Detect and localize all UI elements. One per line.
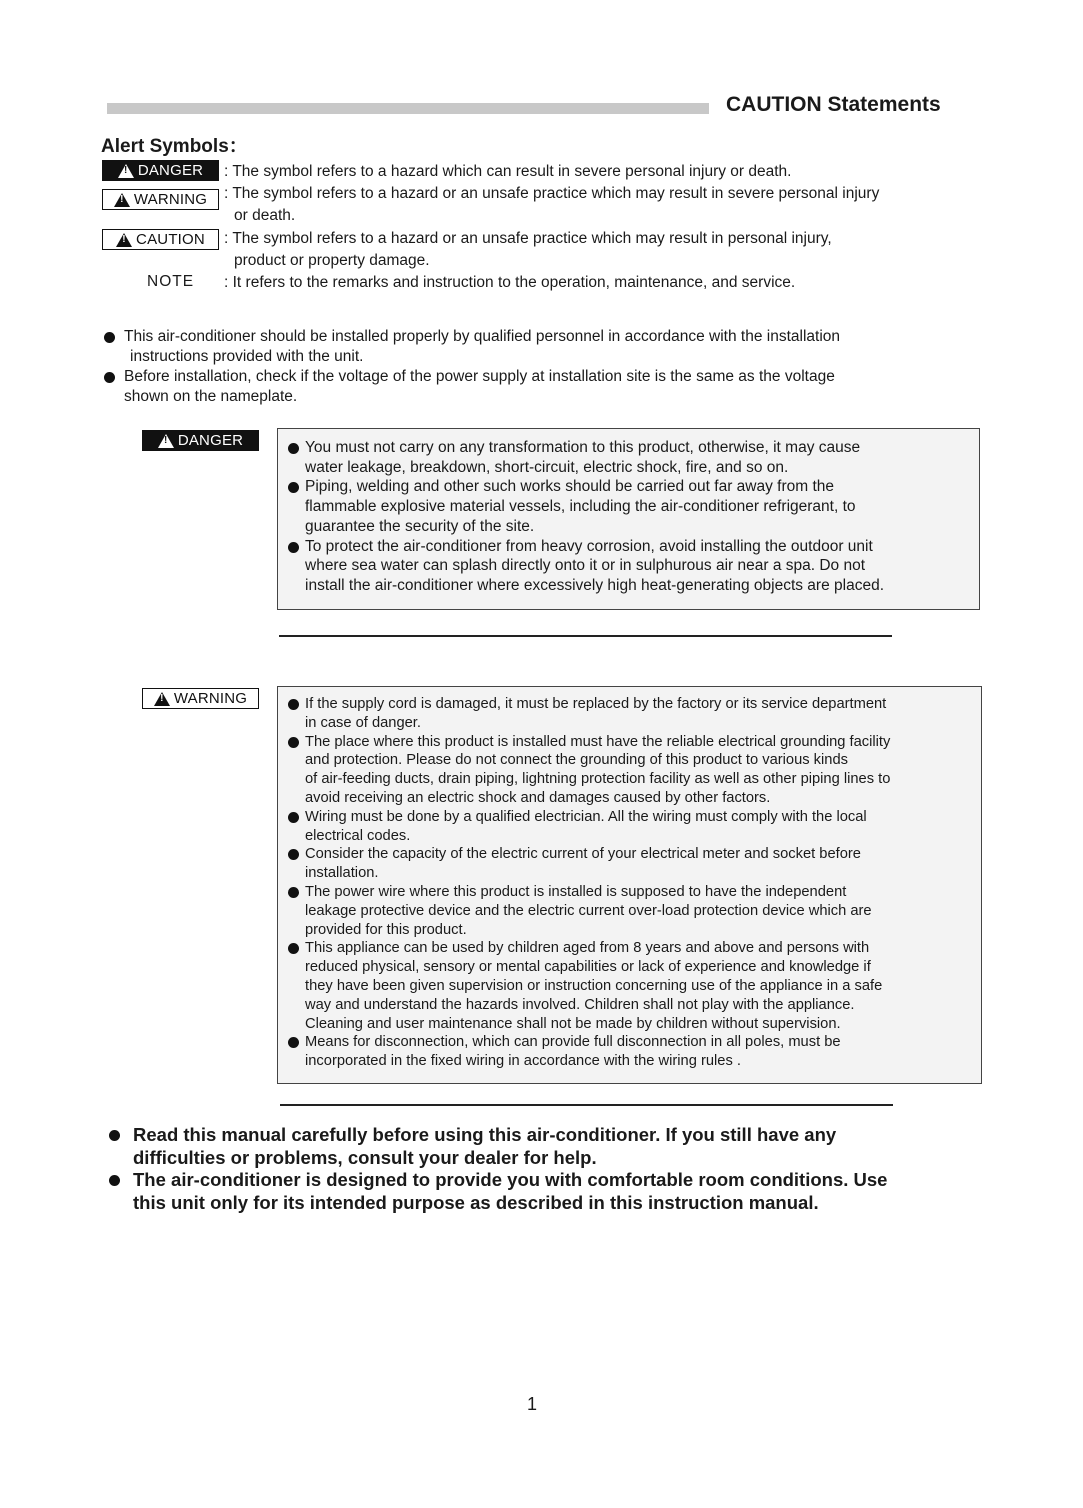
warning-description-line: : The symbol refers to a hazard or an unsafe practice which may result in severe personal injury bbox=[224, 185, 880, 202]
warning-triangle-icon: ! bbox=[154, 692, 170, 706]
caution-badge-label: CAUTION bbox=[136, 231, 205, 248]
warning-badge-label: WARNING bbox=[133, 191, 208, 208]
danger-badge-label: DANGER bbox=[137, 162, 204, 179]
danger-description-line: : The symbol refers to a hazard which can result in severe personal injury or death. bbox=[224, 163, 792, 180]
warning-description bbox=[224, 183, 879, 227]
warning-triangle-icon: ! bbox=[116, 233, 132, 247]
page-title: CAUTION Statements bbox=[726, 93, 941, 116]
warning-section-badge-label: WARNING bbox=[173, 690, 248, 707]
danger-badge bbox=[102, 160, 219, 181]
danger-box bbox=[277, 428, 980, 610]
alert-symbols-heading: Alert Symbols： bbox=[101, 136, 248, 157]
list-item: Consider the capacity of the electric current of your electrical meter and socket before installation. bbox=[287, 845, 977, 883]
warning-badge bbox=[102, 189, 219, 210]
list-item: Read this manual carefully before using this air-conditioner. If you still have any difficulties or problems, consult your dealer for help. bbox=[107, 1124, 887, 1169]
list-item: The air-conditioner is designed to provide you with comfortable room conditions. Use this unit only for its intended purpose as described in this instruction manual. bbox=[107, 1169, 887, 1214]
danger-description bbox=[224, 161, 791, 183]
list-item: This appliance can be used by children aged from 8 years and above and persons with reduced physical, sensory or mental capabilities or lack of experience and knowledge if they have been given supervision or instruction concerning use of the appliance in a safe way and understand the hazards involved. Children shall not play with the appliance. Cleaning and user maintenance shall not be made by children without supervision. bbox=[287, 939, 977, 1033]
warning-triangle-icon: ! bbox=[158, 434, 174, 448]
caution-description-line: product or property damage. bbox=[234, 252, 430, 269]
footer-bullet-list bbox=[107, 1124, 887, 1214]
warning-section-badge bbox=[142, 688, 259, 709]
caution-description bbox=[224, 228, 832, 272]
list-item: The power wire where this product is installed is supposed to have the independent leakage protective device and the electric current over-load protection device which are provided for this product. bbox=[287, 883, 977, 939]
list-item: Wiring must be done by a qualified electrician. All the wiring must comply with the local electrical codes. bbox=[287, 808, 977, 846]
caution-badge bbox=[102, 229, 219, 250]
list-item: You must not carry on any transformation to this product, otherwise, it may cause water leakage, breakdown, short-circuit, electric shock, fire, and so on. bbox=[287, 438, 969, 477]
list-item: Means for disconnection, which can provide full disconnection in all poles, must be incorporated in the fixed wiring in accordance with the wiring rules . bbox=[287, 1033, 977, 1071]
warning-description-line: or death. bbox=[234, 207, 296, 224]
warning-triangle-icon: ! bbox=[114, 193, 130, 207]
page-number: 1 bbox=[527, 1394, 538, 1414]
list-item: Piping, welding and other such works should be carried out far away from the flammable explosive material vessels, including the air-conditioner refrigerant, to guarantee the security of the site. bbox=[287, 477, 969, 536]
note-label: NOTE bbox=[147, 273, 195, 290]
section-divider bbox=[280, 1104, 893, 1106]
warning-bullet-list bbox=[287, 695, 977, 1071]
header-bar bbox=[107, 103, 709, 114]
list-item: The place where this product is installed must have the reliable electrical grounding facility and protection. Please do not connect the grounding of this product to various kinds of air-feeding ducts, drain piping, lightning protection facility as well as other piping lines to avoid receiving an electric shock and damages caused by other factors. bbox=[287, 733, 977, 808]
danger-bullet-list bbox=[287, 438, 969, 596]
danger-section-badge bbox=[142, 430, 259, 451]
intro-bullet-list bbox=[104, 327, 840, 407]
danger-section-badge-label: DANGER bbox=[177, 432, 244, 449]
section-divider bbox=[279, 635, 892, 637]
list-item: Before installation, check if the voltage of the power supply at installation site is the same as the voltage shown on the nameplate. bbox=[104, 367, 840, 407]
note-description: : It refers to the remarks and instruction to the operation, maintenance, and service. bbox=[224, 274, 796, 291]
list-item: This air-conditioner should be installed properly by qualified personnel in accordance with the installation instructions provided with the unit. bbox=[104, 327, 840, 367]
warning-triangle-icon: ! bbox=[118, 164, 134, 178]
caution-description-line: : The symbol refers to a hazard or an unsafe practice which may result in personal injury, bbox=[224, 230, 832, 247]
list-item: If the supply cord is damaged, it must be replaced by the factory or its service department in case of danger. bbox=[287, 695, 977, 733]
list-item: To protect the air-conditioner from heavy corrosion, avoid installing the outdoor unit where sea water can splash directly onto it or in sulphurous air near a spa. Do not install the air-conditioner where excessively high heat-generating objects are placed. bbox=[287, 537, 969, 596]
warning-box bbox=[277, 686, 982, 1084]
